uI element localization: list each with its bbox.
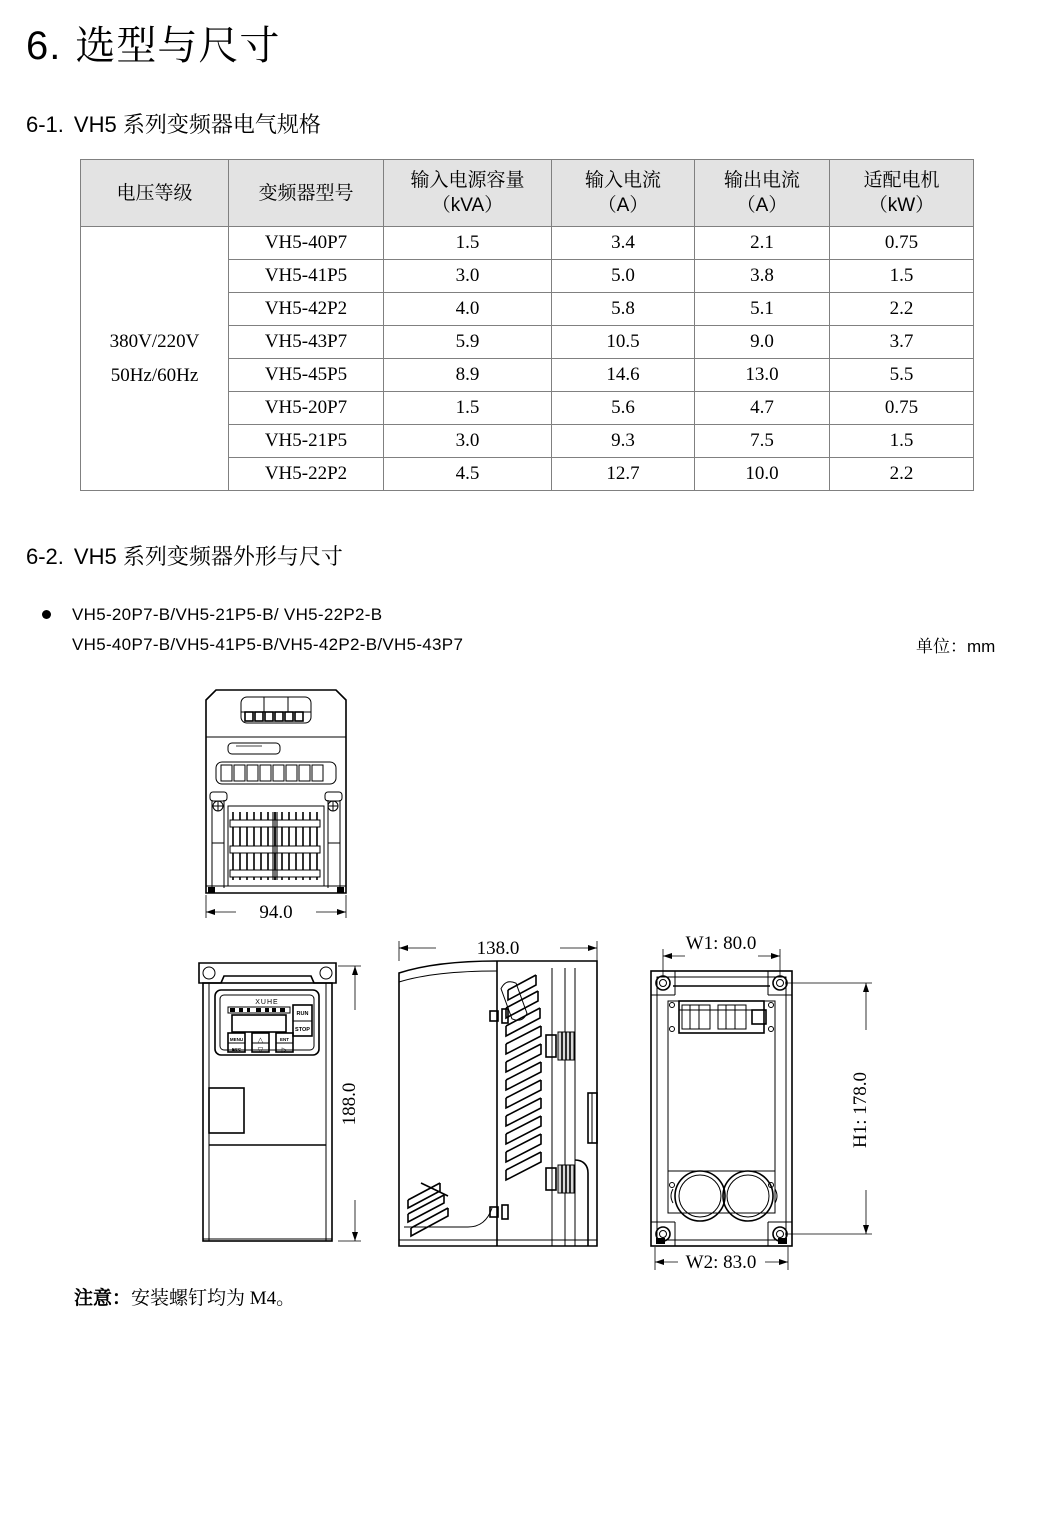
cell-input-current: 12.7 bbox=[552, 458, 695, 491]
section-6-2-number: 6-2. bbox=[26, 544, 64, 569]
voltage-class-line1: 380V/220V bbox=[109, 330, 200, 352]
column-header-motor-power: 适配电机 （kW） bbox=[830, 160, 974, 227]
column-header-model: 变频器型号 bbox=[229, 160, 384, 227]
cell-capacity: 8.9 bbox=[384, 359, 552, 392]
column-header-input-capacity: 输入电源容量 （kVA） bbox=[384, 160, 552, 227]
table-row bbox=[81, 227, 974, 260]
rear-view-drawing bbox=[651, 933, 872, 1273]
unit-label: 单位：mm bbox=[916, 637, 996, 656]
bullet-icon bbox=[42, 610, 51, 619]
cell-input-current: 10.5 bbox=[552, 326, 695, 359]
dimension-top-width: 94.0 bbox=[259, 902, 293, 923]
column-header-input-current: 输入电流 （A） bbox=[552, 160, 695, 227]
cell-input-current: 5.8 bbox=[552, 293, 695, 326]
cell-motor-power: 1.5 bbox=[830, 425, 974, 458]
cell-motor-power: 0.75 bbox=[830, 227, 974, 260]
side-view-drawing bbox=[399, 938, 597, 1246]
dimension-rear-w1: W1: 80.0 bbox=[685, 933, 757, 954]
cell-capacity: 3.0 bbox=[384, 260, 552, 293]
cell-model: VH5-21P5 bbox=[229, 425, 384, 458]
side-vent-slots bbox=[506, 975, 541, 1180]
keypad-stop-label: STOP bbox=[295, 1027, 310, 1033]
keypad-down-arrow-icon: ▽ bbox=[257, 1046, 264, 1054]
column-header-output-current: 输出电流 （A） bbox=[695, 160, 830, 227]
page-title bbox=[26, 14, 280, 71]
keypad-shift-arrow-icon: ▷ bbox=[281, 1046, 288, 1054]
cell-input-current: 5.0 bbox=[552, 260, 695, 293]
model-list-block bbox=[42, 600, 1002, 660]
cell-output-current: 5.1 bbox=[695, 293, 830, 326]
cell-output-current: 2.1 bbox=[695, 227, 830, 260]
voltage-class-line2: 50Hz/60Hz bbox=[110, 364, 199, 386]
keypad-up-arrow-icon: △ bbox=[257, 1036, 264, 1044]
dimension-front-height: 188.0 bbox=[339, 1082, 360, 1126]
section-6-2-title: VH5 系列变频器外形与尺寸 bbox=[73, 544, 343, 569]
cell-model: VH5-22P2 bbox=[229, 458, 384, 491]
dimension-side-depth: 138.0 bbox=[476, 938, 520, 959]
cell-model: VH5-42P2 bbox=[229, 293, 384, 326]
cell-input-current: 3.4 bbox=[552, 227, 695, 260]
table-header-row bbox=[81, 160, 974, 227]
cell-motor-power: 2.2 bbox=[830, 293, 974, 326]
cell-capacity: 3.0 bbox=[384, 425, 552, 458]
cell-model: VH5-41P5 bbox=[229, 260, 384, 293]
keypad-run-label: RUN bbox=[296, 1011, 309, 1017]
cell-model: VH5-40P7 bbox=[229, 227, 384, 260]
cell-motor-power: 1.5 bbox=[830, 260, 974, 293]
keypad-ent-label: ENT bbox=[280, 1037, 289, 1042]
keypad-menu-label: MENU bbox=[229, 1037, 244, 1042]
keypad-esc-label: ESC bbox=[231, 1047, 242, 1052]
section-heading-6-1 bbox=[26, 108, 321, 139]
cell-output-current: 10.0 bbox=[695, 458, 830, 491]
cell-input-current: 9.3 bbox=[552, 425, 695, 458]
note-label: 注意： bbox=[74, 1288, 132, 1309]
cell-capacity: 1.5 bbox=[384, 227, 552, 260]
section-heading-6-2 bbox=[26, 540, 343, 571]
cell-output-current: 9.0 bbox=[695, 326, 830, 359]
dimension-rear-w2: W2: 83.0 bbox=[685, 1252, 757, 1273]
cell-output-current: 13.0 bbox=[695, 359, 830, 392]
cell-output-current: 4.7 bbox=[695, 392, 830, 425]
section-6-1-title: VH5 系列变频器电气规格 bbox=[73, 112, 321, 137]
cell-motor-power: 5.5 bbox=[830, 359, 974, 392]
cell-model: VH5-20P7 bbox=[229, 392, 384, 425]
cell-output-current: 3.8 bbox=[695, 260, 830, 293]
cell-input-current: 14.6 bbox=[552, 359, 695, 392]
cell-input-current: 5.6 bbox=[552, 392, 695, 425]
chapter-title-text: 选型与尺寸 bbox=[75, 24, 281, 68]
cell-model: VH5-45P5 bbox=[229, 359, 384, 392]
mounting-holes bbox=[656, 976, 787, 1241]
cell-capacity: 5.9 bbox=[384, 326, 552, 359]
front-view-drawing bbox=[199, 963, 361, 1241]
voltage-class-cell bbox=[81, 227, 229, 491]
section-6-1-number: 6-1. bbox=[26, 112, 64, 137]
model-list-lines bbox=[72, 600, 1002, 660]
cell-output-current: 7.5 bbox=[695, 425, 830, 458]
cell-capacity: 4.5 bbox=[384, 458, 552, 491]
dimension-rear-h1: H1: 178.0 bbox=[850, 1072, 871, 1148]
note-text: 安装螺钉均为 M4。 bbox=[131, 1288, 296, 1309]
chapter-number: 6. bbox=[26, 24, 62, 68]
cell-motor-power: 2.2 bbox=[830, 458, 974, 491]
keypad-brand-logo: XUHE bbox=[255, 999, 279, 1006]
cell-motor-power: 0.75 bbox=[830, 392, 974, 425]
electrical-spec-table bbox=[80, 159, 974, 491]
table-header bbox=[81, 160, 974, 227]
cell-motor-power: 3.7 bbox=[830, 326, 974, 359]
cell-capacity: 1.5 bbox=[384, 392, 552, 425]
table-body bbox=[81, 227, 974, 491]
model-list-line-2: VH5-40P7-B/VH5-41P5-B/VH5-42P2-B/VH5-43P7 bbox=[72, 635, 464, 654]
model-list-line-1: VH5-20P7-B/VH5-21P5-B/ VH5-22P2-B bbox=[72, 605, 383, 624]
note-line bbox=[74, 1283, 295, 1310]
cell-capacity: 4.0 bbox=[384, 293, 552, 326]
column-header-voltage-class: 电压等级 bbox=[81, 160, 229, 227]
top-view-drawing bbox=[206, 690, 346, 923]
cell-model: VH5-43P7 bbox=[229, 326, 384, 359]
